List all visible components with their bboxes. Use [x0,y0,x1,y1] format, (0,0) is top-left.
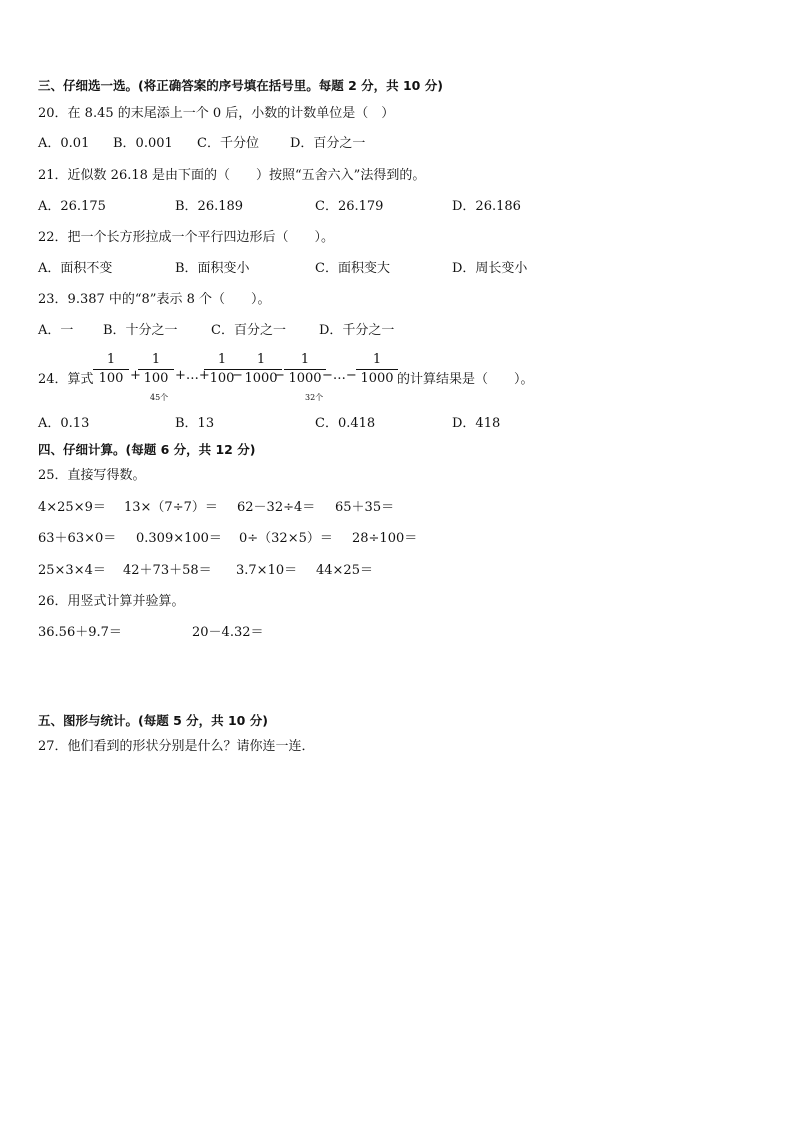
fraction-2-numerator: 1 [151,352,161,367]
q21-option-a: A．26.175 [38,199,106,214]
question-23-stem: 23．9.387 中的“8”表示 8 个（ ）。 [38,292,271,307]
calc-r3-c3: 3.7×10＝ [236,563,298,578]
q22-option-b: B．面积变小 [175,261,250,276]
calc-r3-c4: 44×25＝ [316,563,373,578]
op-5: −…− [322,368,357,383]
calc-r2-c4: 28÷100＝ [352,531,418,546]
q20-option-d: D．百分之一 [290,136,366,151]
question-22-stem: 22．把一个长方形拉成一个平行四边形后（ ）。 [38,230,335,245]
q23-option-b: B．十分之一 [103,323,178,338]
calc-r1-c3: 62－32÷4＝ [237,500,316,515]
op-2: +…+ [175,368,210,383]
q24-prefix: 24．算式 [38,372,94,387]
calc-r1-c1: 4×25×9＝ [38,500,106,515]
fraction-6 [356,352,398,387]
vertical-calc-2: 20－4.32＝ [192,625,264,640]
calc-r3-c1: 25×3×4＝ [38,563,106,578]
q24-option-a: A．0.13 [38,416,90,431]
section-5-title: 五、图形与统计。(每题 5 分，共 10 分) [38,713,268,728]
fraction-6-denominator: 1000 [360,371,394,386]
q23-option-c: C．百分之一 [211,323,286,338]
q24-option-d: D．418 [452,416,501,431]
fraction-2-denominator: 100 [143,371,169,386]
fraction-1-denominator: 100 [98,371,124,386]
fraction-1 [93,352,129,387]
question-26-stem: 26．用竖式计算并验算。 [38,594,185,609]
count-note-32: 32个 [305,393,324,402]
question-21-stem: 21．近似数 26.18 是由下面的（ ）按照“五舍六入”法得到的。 [38,168,426,183]
section-4-title: 四、仔细计算。(每题 6 分，共 12 分) [38,442,256,457]
op-1: + [130,368,141,383]
op-3: − [232,368,243,383]
calc-r2-c2: 0.309×100＝ [136,531,222,546]
fraction-5-denominator: 1000 [288,371,322,386]
question-24-expression [38,352,578,402]
fraction-3-denominator: 100 [209,371,235,386]
fraction-1-numerator: 1 [106,352,116,367]
q20-option-b: B．0.001 [113,136,173,151]
fraction-2 [138,352,174,387]
op-4: − [274,368,285,383]
section-3-title: 三、仔细选一选。(将正确答案的序号填在括号里。每题 2 分，共 10 分) [38,78,443,93]
count-note-45: 45个 [150,393,169,402]
calc-r1-c2: 13×（7÷7）＝ [124,500,218,515]
question-20-stem: 20．在 8.45 的末尾添上一个 0 后，小数的计数单位是（ ） [38,106,395,121]
q21-option-d: D．26.186 [452,199,521,214]
fraction-4-numerator: 1 [256,352,266,367]
q22-option-c: C．面积变大 [315,261,390,276]
calc-r1-c4: 65＋35＝ [335,500,395,515]
q22-option-d: D．周长变小 [452,261,528,276]
q22-option-a: A．面积不变 [38,261,113,276]
fraction-6-numerator: 1 [372,352,382,367]
fraction-5-numerator: 1 [300,352,310,367]
question-25-stem: 25．直接写得数。 [38,468,146,483]
fraction-3-numerator: 1 [217,352,227,367]
q21-option-c: C．26.179 [315,199,384,214]
question-27-stem: 27．他们看到的形状分别是什么？请你连一连． [38,739,315,754]
q23-option-d: D．千分之一 [319,323,395,338]
calc-r3-c2: 42＋73＋58＝ [123,563,212,578]
q21-option-b: B．26.189 [175,199,244,214]
fraction-5 [284,352,326,387]
calc-r2-c1: 63＋63×0＝ [38,531,117,546]
q24-suffix: 的计算结果是（ ）。 [397,372,534,387]
q20-option-a: A．0.01 [38,136,90,151]
vertical-calc-1: 36.56＋9.7＝ [38,625,122,640]
fraction-4-denominator: 1000 [244,371,278,386]
q20-option-c: C．千分位 [197,136,259,151]
q24-option-c: C．0.418 [315,416,376,431]
calc-r2-c3: 0÷（32×5）＝ [239,531,333,546]
q24-option-b: B．13 [175,416,215,431]
q23-option-a: A．一 [38,323,74,338]
